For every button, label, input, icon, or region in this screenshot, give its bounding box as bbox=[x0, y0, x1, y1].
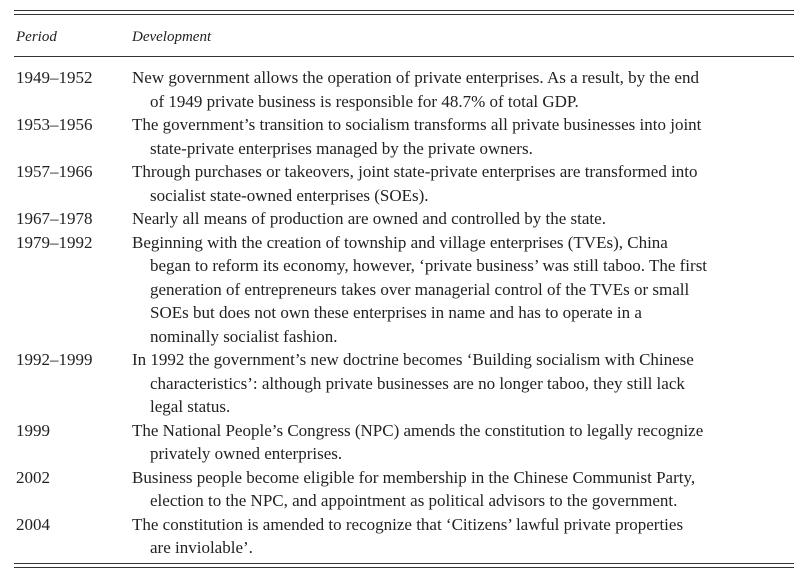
development-line: The constitution is amended to recognize that ‘Citizens’ lawful private properties bbox=[132, 514, 684, 534]
header-period: Period bbox=[16, 29, 57, 45]
row-development bbox=[132, 207, 796, 231]
row-development bbox=[132, 419, 796, 466]
row-period: 2004 bbox=[16, 514, 50, 534]
table-row bbox=[0, 66, 810, 113]
row-development bbox=[132, 231, 796, 349]
row-development bbox=[132, 513, 796, 560]
row-period: 1979–1992 bbox=[16, 232, 93, 252]
development-line: Business people become eligible for membership in the Chinese Communist Party, bbox=[132, 467, 696, 487]
development-line: Beginning with the creation of township and village enterprises (TVEs), China bbox=[132, 232, 668, 252]
row-development bbox=[132, 160, 796, 207]
row-period: 2002 bbox=[16, 467, 50, 487]
table-row bbox=[0, 231, 810, 349]
table-row bbox=[0, 419, 810, 466]
top-rule-2 bbox=[14, 14, 794, 15]
row-development bbox=[132, 113, 796, 160]
bottom-rule-2 bbox=[14, 567, 794, 568]
row-period: 1949–1952 bbox=[16, 68, 93, 87]
development-line: The government’s transition to socialism transforms all private businesses into joint bbox=[132, 115, 702, 134]
row-development bbox=[132, 66, 796, 113]
development-line: Nearly all means of production are owned and controlled by the state. bbox=[132, 209, 606, 228]
header-development: Development bbox=[132, 29, 212, 45]
development-line: privately owned enterprises. bbox=[150, 444, 343, 463]
top-rule-1 bbox=[14, 10, 794, 11]
header-rule bbox=[14, 56, 794, 57]
bottom-rule-1 bbox=[14, 563, 794, 564]
development-line: of 1949 private business is responsible for 48.7% of total GDP. bbox=[150, 91, 579, 111]
row-period: 1967–1978 bbox=[16, 209, 93, 228]
table-row bbox=[0, 160, 810, 207]
row-development bbox=[132, 466, 796, 513]
development-line: characteristics’: although private businesses are no longer taboo, they still lack bbox=[150, 373, 685, 393]
row-period: 1953–1956 bbox=[16, 115, 93, 134]
development-line: socialist state-owned enterprises (SOEs). bbox=[150, 185, 429, 205]
development-line: election to the NPC, and appointment as political advisors to the government. bbox=[150, 491, 678, 510]
development-line: began to reform its economy, however, ‘private business’ was still taboo. The first bbox=[150, 256, 708, 275]
development-line: state-private enterprises managed by the private owners. bbox=[150, 138, 533, 158]
development-line: generation of entrepreneurs takes over managerial control of the TVEs or small bbox=[150, 279, 690, 299]
development-line: New government allows the operation of private enterprises. As a result, by the end bbox=[132, 68, 699, 87]
table-row bbox=[0, 348, 810, 419]
development-line: SOEs but does not own these enterprises in name and has to operate in a bbox=[150, 303, 642, 322]
row-development bbox=[132, 348, 796, 419]
development-line: are inviolable’. bbox=[150, 538, 253, 557]
development-line: legal status. bbox=[150, 397, 231, 416]
development-line: nominally socialist fashion. bbox=[150, 326, 338, 346]
table-row bbox=[0, 466, 810, 513]
row-period: 1992–1999 bbox=[16, 350, 93, 369]
table-row bbox=[0, 513, 810, 560]
development-line: In 1992 the government’s new doctrine becomes ‘Building socialism with Chinese bbox=[132, 350, 694, 369]
row-period: 1957–1966 bbox=[16, 162, 93, 181]
development-line: The National People’s Congress (NPC) amends the constitution to legally recognize bbox=[132, 420, 704, 440]
development-line: Through purchases or takeovers, joint state-private enterprises are transformed into bbox=[132, 162, 698, 181]
row-period: 1999 bbox=[16, 420, 50, 440]
table-row bbox=[0, 113, 810, 160]
table-row bbox=[0, 207, 810, 231]
